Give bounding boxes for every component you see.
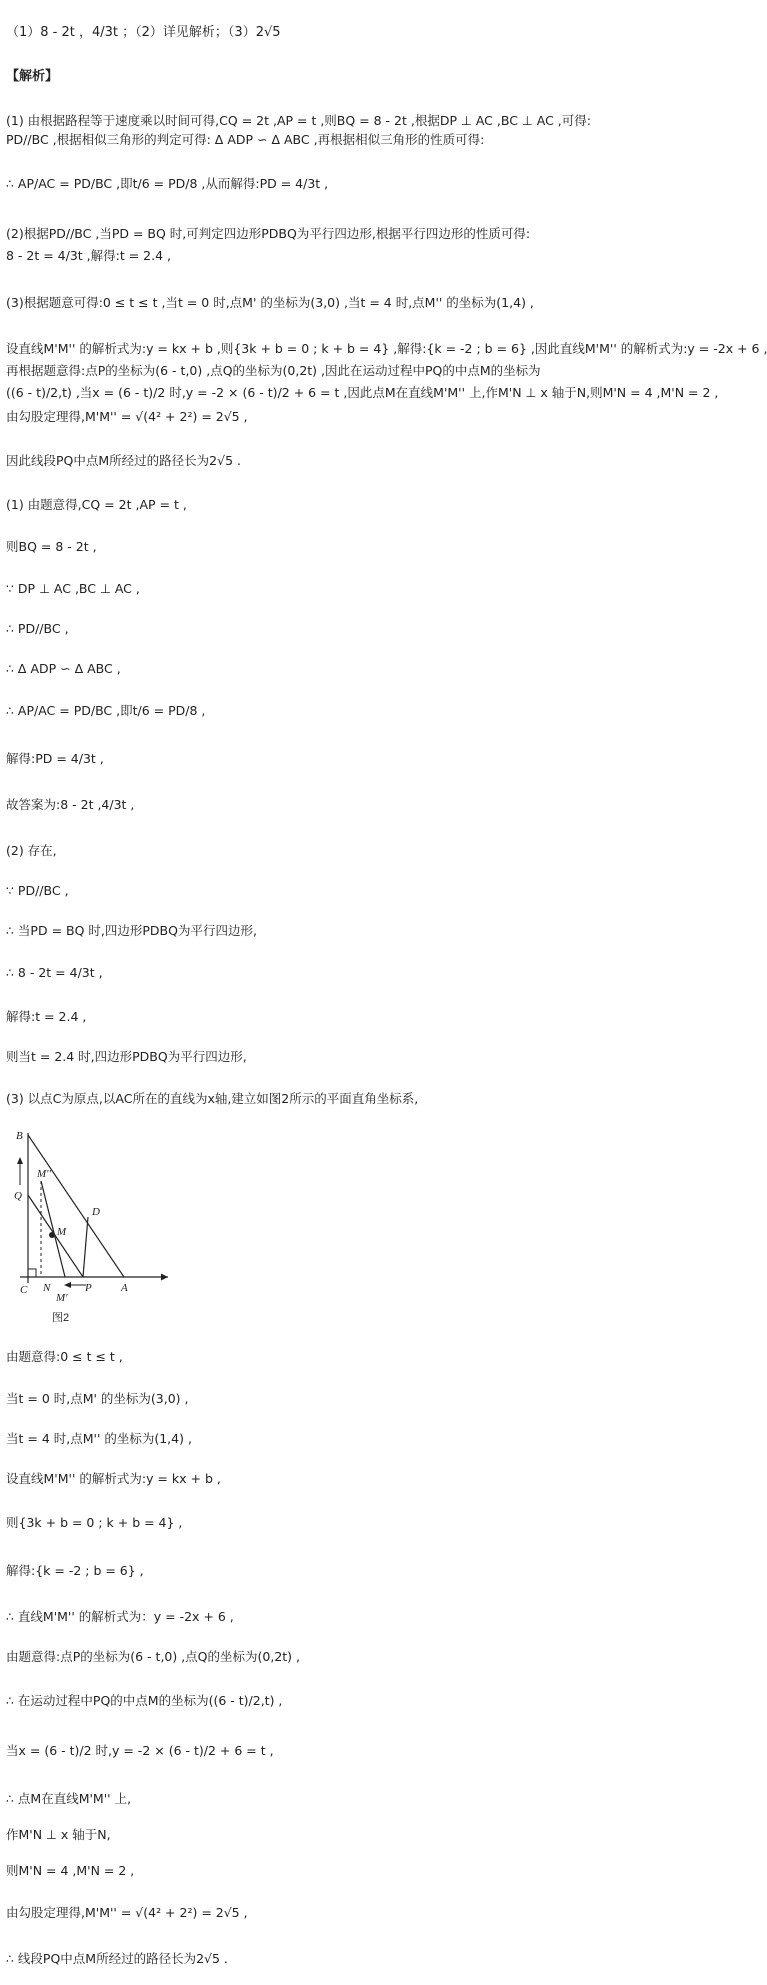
summary-line: 因此线段PQ中点M所经过的路径长为2√5 . — [6, 453, 241, 468]
part1-line: ∵ DP ⊥ AC ,BC ⊥ AC , — [6, 581, 140, 596]
part1-line: ∴ Δ ADP ∽ Δ ABC , — [6, 661, 121, 676]
segment-ba — [28, 1135, 124, 1277]
label-b: B — [16, 1130, 23, 1142]
summary-line: (3)根据题意可得:0 ≤ t ≤ t ,当t = 0 时,点M' 的坐标为(3,0) ,当t = 4 时,点M'' 的坐标为(1,4) , — [6, 295, 534, 310]
part3-line: ∴ 线段PQ中点M所经过的路径长为2√5 . — [6, 1951, 228, 1966]
segment-qp — [28, 1195, 83, 1277]
segment-dp — [83, 1217, 88, 1277]
arrow-p-left-head — [64, 1282, 71, 1288]
part3-line: ∴ 在运动过程中PQ的中点M的坐标为((6 - t)/2,t) , — [6, 1693, 283, 1708]
part2-line: 解得:t = 2.4 , — [6, 1009, 87, 1024]
summary-line: 设直线M'M'' 的解析式为:y = kx + b ,则{3k + b = 0 ; k + b = 4} ,解得:{k = -2 ; b = 6} ,因此直线M'M'' 的解析式为:y = -2x + 6 , — [6, 341, 767, 356]
label-n: N — [43, 1282, 51, 1294]
summary-line: 8 - 2t = 4/3t ,解得:t = 2.4 , — [6, 248, 172, 263]
part3-line: 由题意得:0 ≤ t ≤ t , — [6, 1349, 123, 1364]
summary-line: ((6 - t)/2,t) ,当x = (6 - t)/2 时,y = -2 × (6 - t)/2 + 6 = t ,因此点M在直线M'M'' 上,作M'N ⊥ x 轴于N,则M'N = 4 ,M'N = 2 , — [6, 385, 719, 400]
part3-line: 由勾股定理得,M'M'' = √(4² + 2²) = 2√5 , — [6, 1905, 248, 1920]
label-c: C — [20, 1284, 28, 1296]
figure-caption: 图2 — [52, 1312, 70, 1324]
figure-svg — [6, 1125, 186, 1330]
label-m2: M'' — [37, 1168, 51, 1180]
section-title: 【解析】 — [6, 69, 59, 84]
label-d: D — [92, 1206, 100, 1218]
part3-line: 则M'N = 4 ,M'N = 2 , — [6, 1863, 135, 1878]
part1-line: 解得:PD = 4/3t , — [6, 751, 104, 766]
right-angle-mark — [28, 1269, 36, 1277]
part3-line: 设直线M'M'' 的解析式为:y = kx + b , — [6, 1471, 221, 1486]
part1-line: (1) 由题意得,CQ = 2t ,AP = t , — [6, 497, 187, 512]
label-m: M — [57, 1226, 67, 1238]
part3-line: 当t = 4 时,点M'' 的坐标为(1,4) , — [6, 1431, 192, 1446]
part3-line: ∴ 直线M'M'' 的解析式为：y = -2x + 6 , — [6, 1609, 234, 1624]
answer-line: （1）8 - 2t ，4/3t ；（2）详见解析；（3）2√5 — [6, 25, 281, 40]
summary-line: 再根据题意得:点P的坐标为(6 - t,0) ,点Q的坐标为(0,2t) ,因此在运动过程中PQ的中点M的坐标为 — [6, 363, 541, 378]
label-a: A — [121, 1282, 128, 1294]
part3-line: 则{3k + b = 0 ; k + b = 4} , — [6, 1515, 183, 1530]
label-q: Q — [14, 1190, 22, 1202]
part1-line: 则BQ = 8 - 2t , — [6, 539, 97, 554]
part3-line: 由题意得:点P的坐标为(6 - t,0) ,点Q的坐标为(0,2t) , — [6, 1649, 301, 1664]
summary-line: (2)根据PD//BC ,当PD = BQ 时,可判定四边形PDBQ为平行四边形,根据平行四边形的性质可得: — [6, 226, 531, 241]
part3-intro: (3) 以点C为原点,以AC所在的直线为x轴,建立如图2所示的平面直角坐标系, — [6, 1091, 419, 1106]
part2-line: ∴ 8 - 2t = 4/3t , — [6, 965, 103, 980]
part3-line: 作M'N ⊥ x 轴于N, — [6, 1827, 111, 1842]
summary-line: PD//BC ,根据相似三角形的判定可得: Δ ADP ∽ Δ ABC ,再根据相似三角形的性质可得: — [6, 132, 485, 147]
point-m — [49, 1232, 55, 1238]
part2-line: ∵ PD//BC , — [6, 883, 69, 898]
part3-line: 当t = 0 时,点M' 的坐标为(3,0) , — [6, 1391, 189, 1406]
part3-line: 解得:{k = -2 ; b = 6} , — [6, 1563, 144, 1578]
label-m1: M' — [56, 1292, 68, 1304]
part2-line: (2) 存在, — [6, 843, 57, 858]
summary-line: 由勾股定理得,M'M'' = √(4² + 2²) = 2√5 , — [6, 409, 248, 424]
part1-line: 故答案为:8 - 2t ,4/3t , — [6, 797, 135, 812]
summary-line: ∴ AP/AC = PD/BC ,即t/6 = PD/8 ,从而解得:PD = 4/3t , — [6, 176, 329, 191]
part2-line: ∴ 当PD = BQ 时,四边形PDBQ为平行四边形, — [6, 923, 257, 938]
part2-line: 则当t = 2.4 时,四边形PDBQ为平行四边形, — [6, 1049, 247, 1064]
part3-line: ∴ 点M在直线M'M'' 上, — [6, 1791, 132, 1806]
geometry-figure — [6, 1125, 186, 1330]
part3-line: 当x = (6 - t)/2 时,y = -2 × (6 - t)/2 + 6 = t , — [6, 1743, 274, 1758]
label-p: P — [85, 1282, 92, 1294]
x-axis-arrow — [161, 1274, 168, 1281]
part1-line: ∴ PD//BC , — [6, 621, 69, 636]
part1-line: ∴ AP/AC = PD/BC ,即t/6 = PD/8 , — [6, 703, 206, 718]
summary-line: (1) 由根据路程等于速度乘以时间可得,CQ = 2t ,AP = t ,则BQ = 8 - 2t ,根据DP ⊥ AC ,BC ⊥ AC ,可得: — [6, 113, 591, 128]
arrow-q-up-head — [17, 1157, 23, 1164]
